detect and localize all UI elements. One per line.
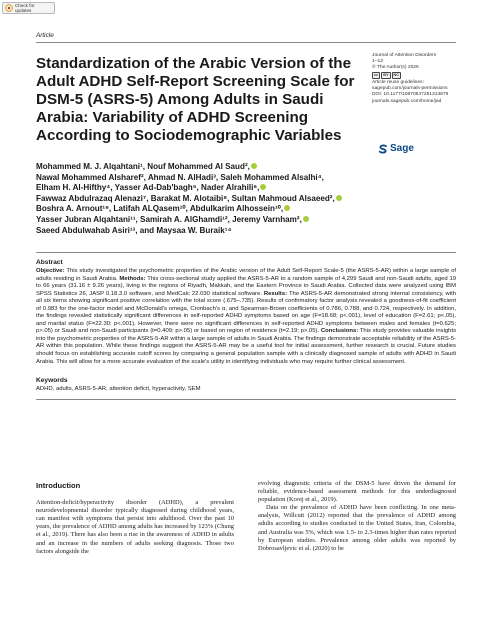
- orcid-icon[interactable]: [260, 184, 266, 190]
- check-for-updates-button[interactable]: [2, 2, 55, 14]
- page-range: 1–13: [372, 59, 383, 65]
- update-badge-icon: [5, 4, 13, 12]
- abstract-top-divider: [36, 252, 456, 253]
- author-line: [36, 173, 456, 184]
- intro-paragraph-continued: evolving diagnostic criteria of the DSM-5 have driven the demand for reliable, evidence-based assessment methods for this underdiagnosed population (Kooij et al., 2019).: [258, 480, 456, 504]
- header-divider: [36, 42, 456, 43]
- introduction-heading: Introduction: [36, 481, 81, 490]
- journal-name: Journal of Attention Disorders: [372, 53, 437, 58]
- by-icon: BY: [383, 73, 389, 78]
- methods-text: This cross-sectional study applied the ASRS-5-AR to a random sample of 4,299 Saudi and non-Saudi adults, aged 19 to 66 years (31.16 ± 9.26 years), living in the regions of Riyadh, Makkah, and the Eastern Province in Saudi Arabia. Collected data were analyzed using IBM SPSS Statistics 26, JASP 0.18.3.0 software, and MedCalc 22.030 statistical software.: [36, 275, 456, 297]
- author-names: Saeed Abdulwahab Asiri¹³, and Maysaa W. Buraik¹⁴: [36, 225, 232, 235]
- author-names: Nawal Mohammed Alsharef², Ahmad N. AlHadi³, Saleh Mohammed Alsalhi⁴,: [36, 172, 324, 182]
- orcid-icon[interactable]: [336, 195, 342, 201]
- article-type-label: Article: [36, 32, 54, 39]
- cc-icon: cc: [374, 73, 379, 78]
- nc-icon: NC: [393, 73, 399, 78]
- doi-link[interactable]: DOI: 10.1177/10870547251313879: [372, 92, 449, 98]
- results-text: The ASRS-5-AR demonstrated strong internal consistency, with all six items showing significant positive correlation with the total score (.675–.735). Results of confirmatory factor analysis revealed a goodness-of-fit coefficient of 0.983 for the one-factor model and McDonald's omega, Cronbach's α, and Spearman-Brown coefficients of 0.786, 0.788, and 0.724, respectively. In addition, the findings revealed statistically significant differences in self-reported ADHD symptoms based on age (F=18.68; p<.001), level of education (F=2.61; p<.05), and marital status (F=22.30; p<.001). However, there were no significant differences in self-reported ADHD symptoms between males and females (t=0.625; p>.05) or Saudi and non-Saudi participants (t=0.409; p>.05) or based on region of residence (t=2.19; p>.05).: [36, 290, 457, 335]
- author-names: Yasser Jubran Alqahtani¹¹, Samirah A. AlGhamdi¹², Jeremy Varnham²,: [36, 214, 302, 224]
- body-column-right: [258, 480, 456, 553]
- author-line: [36, 204, 456, 215]
- objective-text: This study investigated the psychometric properties of the Arabic version of the Adult Self-Report Scale-5 (the ASRS-5-AR) within a large sample of adults residing in Saudi Arabia.: [36, 268, 457, 282]
- paper-title: Standardization of the Arabic Version of the Adult ADHD Self-Report Screening Scale for DSM-5 (ASRS-5) Among Adults in Saudi Arabia: Variability of ADHD Screening According to Sociodemographic Variables: [36, 55, 355, 144]
- intro-paragraph: Data on the prevalence of ADHD have been conflicting. In one meta-analysis, Willcutt (2012) reported that the prevalence of ADHD among adults according to studies conducted in the United States, Iran, Colombia, and Australia was 5%, which was 1.5- to 2.3-times higher than rates reported by European studies. Prevalence among older adults was reported by Dobrosavljevic et al. (2020) to be: [258, 504, 456, 552]
- abstract-heading: Abstract: [36, 259, 63, 266]
- author-line: [36, 226, 456, 237]
- author-names: Fawwaz Abdulrazaq Alenazi⁷, Barakat M. Alotaibi⁸, Sultan Mahmoud Alsaeed²,: [36, 193, 335, 203]
- copyright: © The Author(s) 2025: [372, 65, 419, 71]
- check-updates-label: Check for updates: [14, 3, 35, 13]
- author-line: [36, 194, 456, 205]
- journal-home-link[interactable]: journals.sagepub.com/home/jad: [372, 98, 442, 104]
- methods-label: Methods:: [119, 275, 146, 282]
- orcid-icon[interactable]: [251, 163, 257, 169]
- keywords-text: ADHD, adults, ASRS-5-AR, attention deficit, hyperactivity, SEM: [36, 386, 201, 393]
- conclusions-text: This study provides valuable insights into the psychometric properties of the ASRS-5-AR within a large sample of adults in Saudi Arabia. The findings demonstrate acceptable reliability of the ASRS-5-AR within this population. While these findings suggest the ASRS-5-AR may be a useful tool for initial assessment, further research is crucial. Future studies should focus on establishing accurate cutoff scores by comparing a general population sample with a clinically diagnosed sample of adults with ADHD in Saudi Arabia. This will allow for a more accurate evaluation of the scale's utility in identifying individuals who may require further clinical assessment.: [36, 328, 457, 365]
- author-names: Boshra A. Arnout¹⁹, Latifah ALQasem¹⁰, Abdulkarim Alhossein¹⁰,: [36, 204, 284, 214]
- reuse-guidelines-label: Article reuse guidelines:: [372, 80, 424, 86]
- body-column-left: [36, 482, 234, 556]
- results-label: Results:: [263, 290, 288, 297]
- orcid-icon[interactable]: [284, 205, 290, 211]
- author-list: [36, 162, 456, 236]
- sage-s-icon: [378, 144, 388, 154]
- creative-commons-badge[interactable]: [372, 72, 401, 79]
- author-line: [36, 162, 456, 173]
- abstract-bottom-divider: [36, 399, 456, 400]
- abstract-body: [36, 268, 456, 366]
- objective-label: Objective:: [36, 268, 65, 274]
- abstract-section: [36, 252, 456, 400]
- permissions-link[interactable]: sagepub.com/journals-permissions: [372, 86, 448, 92]
- keywords-heading: Keywords: [36, 377, 68, 385]
- author-line: [36, 183, 456, 194]
- author-names: Elham H. Al-Hifthy⁴, Yasser Ad-Dab'bagh⁵, Nader Alrahili⁶,: [36, 183, 260, 193]
- orcid-icon[interactable]: [303, 216, 309, 222]
- intro-paragraph: Attention-deficit/hyperactivity disorder (ADHD), a prevalent neurodevelopmental disorder typically diagnosed during childhood years, can manifest with symptoms that persist into adulthood. Over the past 10 years, the prevalence of ADHD among adults has increased by 123% (Chung et al., 2019). There has also been a rise in the awareness of ADHD in adults and an increase in the numbers of adults seeking diagnosis. Those two factors alongside the: [36, 499, 234, 555]
- author-names: Mohammed M. J. Alqahtani¹, Nouf Mohammed Al Saud²,: [36, 162, 250, 171]
- journal-info-sidebar: [372, 53, 464, 105]
- sage-wordmark: Sage: [390, 143, 414, 154]
- sage-logo: [378, 143, 414, 154]
- conclusions-label: Conclusions:: [320, 328, 359, 335]
- author-line: [36, 215, 456, 226]
